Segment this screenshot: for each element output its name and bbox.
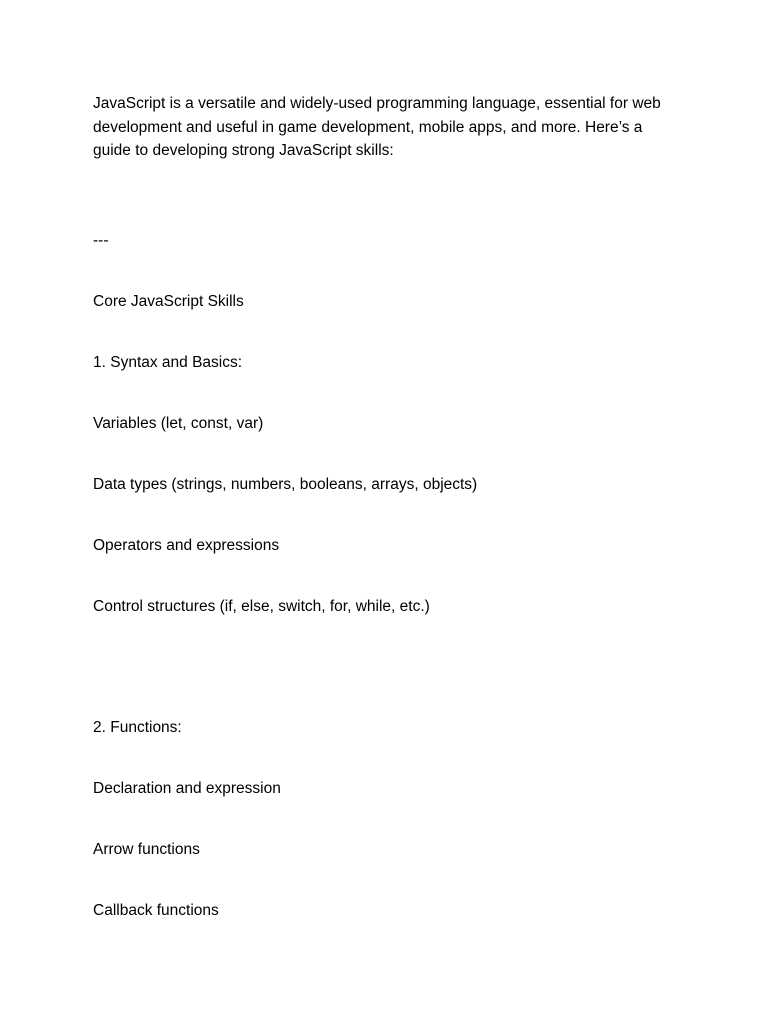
separator: --- xyxy=(93,232,109,249)
list-item: Arrow functions xyxy=(93,841,200,858)
list-item: Declaration and expression xyxy=(93,780,281,797)
list-item: Control structures (if, else, switch, for, while, etc.) xyxy=(93,598,430,615)
list-item: Data types (strings, numbers, booleans, arrays, objects) xyxy=(93,476,478,493)
section-title: Core JavaScript Skills xyxy=(93,293,244,310)
section-heading-syntax: 1. Syntax and Basics: xyxy=(93,354,243,371)
section-heading-functions: 2. Functions: xyxy=(93,719,182,736)
intro-line: development and useful in game development, mobile apps, and more. Here’s a xyxy=(93,118,643,136)
list-item: Variables (let, const, var) xyxy=(93,415,264,432)
list-item: Callback functions xyxy=(93,902,219,919)
intro-line: JavaScript is a versatile and widely-used programming language, essential for web xyxy=(93,95,661,112)
intro-line: guide to developing strong JavaScript skills: xyxy=(93,142,394,159)
intro-paragraph xyxy=(93,92,683,163)
list-item: Operators and expressions xyxy=(93,537,280,554)
